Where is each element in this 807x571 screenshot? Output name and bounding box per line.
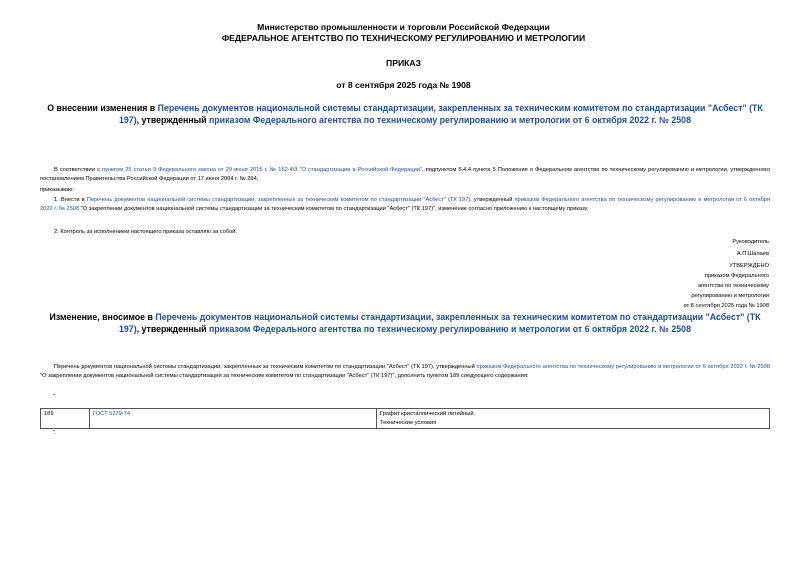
change-body: [40, 363, 770, 380]
preamble-text-2: , подпунктом 5.4.4 пункта 5 Положения о Федеральном агентстве по техническому регулированию и метрологии, утвержденного постановлением Правительства Российской Федерации от 17 июня 2004 г. № 294,: [40, 167, 770, 182]
approval-line-3: агентства по техническому: [697, 283, 769, 289]
agency-name: ФЕДЕРАЛЬНОЕ АГЕНТСТВО ПО ТЕХНИЧЕСКОМУ РЕГУЛИРОВАНИЮ И МЕТРОЛОГИИ: [221, 33, 586, 43]
federal-law-link[interactable]: пунктом 25 статьи 9 Федерального закона от 29 июня 2015 г. № 162-ФЗ "О стандартизации в Российской Федерации": [101, 167, 422, 173]
orders-word: приказываю:: [40, 187, 74, 193]
title-middle: , утвержденный: [136, 114, 209, 125]
table-cell-name: [377, 409, 770, 429]
item1-text-2: , утвержденный: [470, 197, 515, 203]
signature-name: А.П.Шалаев: [736, 251, 769, 257]
table-row: [41, 409, 770, 429]
approval-date: от 8 сентября 2025 года № 1908: [683, 303, 769, 309]
approval-label: УТВЕРЖДЕНО: [729, 263, 769, 269]
order-title: [40, 103, 770, 126]
standard-name-line-2: Технические условия: [380, 419, 437, 426]
quote-close: ".: [53, 430, 57, 436]
title-prefix: О внесении изменения в: [47, 103, 158, 113]
quote-open: ": [53, 394, 56, 400]
approval-line-4: регулированию и метрологии: [691, 293, 769, 299]
change-title: [40, 312, 770, 335]
doc-type: ПРИКАЗ: [386, 58, 421, 68]
standard-name-line-1: Графит кристаллический литейный.: [380, 411, 476, 417]
approval-line-2: приказом Федерального: [704, 273, 769, 279]
change-body-order-link[interactable]: приказом Федерального агентства по техническому регулированию и метрологии от 6 октября 2022 г. № 2508: [476, 364, 770, 370]
item1-text: 1. Внести в: [54, 197, 87, 203]
change-title-prefix: Изменение, вносимое в: [49, 312, 156, 322]
change-table: [40, 408, 770, 429]
signature-position: Руководитель: [732, 239, 769, 245]
standard-link[interactable]: ГОСТ 5279-74: [93, 411, 131, 417]
item1-order-link[interactable]: приказом Федерального агентства по техническому регулированию и метрологии от 6 октября 2022 г. № 2508: [40, 197, 771, 212]
change-title-list-link[interactable]: Перечень документов национальной системы стандартизации, закрепленных за техническим комитетом по стандартизации "Асбест" (ТК 197): [119, 312, 761, 334]
change-title-middle: , утвержденный: [136, 323, 209, 334]
change-title-order-link[interactable]: приказом Федерального агентства по техническому регулированию и метрологии от 6 октября 2022 г. № 2508: [208, 323, 691, 334]
preamble-text: В соответствии с: [54, 167, 102, 173]
change-body-text: Перечень документов национальной системы стандартизации, закрепленных за техническим комитетом по стандартизации "Асбест" (ТК 197), утвержденный: [54, 364, 477, 370]
title-list-link[interactable]: Перечень документов национальной системы стандартизации, закрепленных за техническим комитетом по стандартизации "Асбест" (ТК 197): [119, 103, 763, 125]
item1-text-3: "О закреплении документов национальной системы стандартизации за техническим комитетом по стандартизации "Асбест" (ТК 197)", изменение согласно приложению к настоящему приказу.: [79, 205, 589, 212]
preamble-paragraph: [40, 166, 770, 183]
table-cell-number: 189: [41, 409, 90, 429]
order-item-1: [40, 196, 770, 213]
doc-date: от 8 сентября 2025 года № 1908: [336, 80, 471, 90]
table-cell-standard: [90, 409, 377, 429]
title-order-link[interactable]: приказом Федерального агентства по техническому регулированию и метрологии от 6 октября 2022 г. № 2508: [208, 114, 691, 125]
ministry-name: Министерство промышленности и торговли Российской Федерации: [257, 22, 550, 32]
item1-list-link[interactable]: Перечень документов национальной системы стандартизации, закрепленных за техническим комитетом по стандартизации "Асбест" (ТК 197): [86, 197, 471, 203]
change-body-text-2: "О закреплении документов национальной системы стандартизации за техническим комитетом по стандартизации "Асбест" (ТК 197)", дополнить пунктом 189 следующего содержания:: [40, 372, 529, 379]
order-item-2: 2. Контроль за исполнением настоящего приказа оставляю за собой.: [54, 229, 238, 235]
